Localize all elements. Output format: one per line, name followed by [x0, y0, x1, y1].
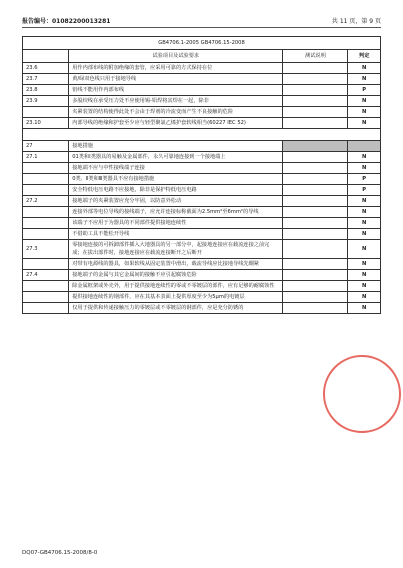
requirement-cell: 接地端子的金属与其它金属间的接触不应引起腐蚀危险 — [69, 270, 283, 281]
table-row — [23, 85, 381, 96]
table-row — [23, 174, 381, 185]
result-cell — [283, 281, 348, 292]
result-cell — [283, 163, 348, 174]
clause-number-cell: 23.9 — [23, 96, 69, 107]
table-title-row — [23, 37, 381, 50]
requirement-cell: 0类、Ⅱ类和Ⅲ类器具不应有接地措施 — [69, 174, 283, 185]
table-row — [23, 207, 381, 218]
requirement-cell: 内部导线的绝缘和护套至少应与轻型聚氯乙烯护套软线相当(60227 IEC 52) — [69, 118, 283, 129]
requirement-cell: 提供接地连续性的钢部件，应在其基本表面上提供厚度至少为5μm的电镀层 — [69, 292, 283, 303]
table-row — [23, 270, 381, 281]
verdict-cell: P — [348, 85, 381, 96]
column-header-row — [23, 50, 381, 63]
clause-number-cell — [23, 229, 69, 240]
table-row — [23, 96, 381, 107]
result-cell — [283, 141, 348, 152]
requirement-cell: 夹紧装置的结构使得此处不会由于焊剂的冷流变而产生不良接触的危险 — [69, 107, 283, 118]
spacer-cell — [23, 129, 381, 141]
clause-number-cell — [23, 218, 69, 229]
requirement-cell: 接地端不应与中性接线端子连接 — [69, 163, 283, 174]
requirement-cell: 多股绞线在承受压力处不应使用锡-铅焊将其焊在一起，除非 — [69, 96, 283, 107]
table-row — [23, 259, 381, 270]
verdict-cell: N — [348, 292, 381, 303]
clause-number-cell — [23, 303, 69, 314]
requirement-cell: 不借助工具不能松开导线 — [69, 229, 283, 240]
requirement-cell: 除金属框架或外壳外，用于提供接地连续性的零或不零镀层的部件，应有足够的耐腐蚀性 — [69, 281, 283, 292]
spacer-row — [23, 129, 381, 141]
page-header — [22, 16, 381, 25]
table-row — [23, 229, 381, 240]
verdict-cell: N — [348, 63, 381, 74]
verdict-cell: N — [348, 107, 381, 118]
clause-number-cell — [23, 292, 69, 303]
verdict-cell: P — [348, 185, 381, 196]
clause-number-cell — [23, 185, 69, 196]
result-cell — [283, 85, 348, 96]
table-row — [23, 240, 381, 259]
table-row — [23, 107, 381, 118]
verdict-cell: P — [348, 174, 381, 185]
result-cell — [283, 240, 348, 259]
clause-header — [23, 50, 69, 63]
requirement-cell: 对带有电源线的器具，如果软线从固定装置中滑出，载流导线应比接地导线先绷紧 — [69, 259, 283, 270]
result-cell — [283, 196, 348, 207]
verdict-cell: N — [348, 196, 381, 207]
requirement-header: 试验项目及试验要求 — [69, 50, 283, 63]
result-cell — [283, 259, 348, 270]
table-row — [23, 63, 381, 74]
result-cell — [283, 207, 348, 218]
inspection-seal-stamp — [323, 355, 401, 433]
verdict-cell: N — [348, 240, 381, 259]
verdict-cell: N — [348, 152, 381, 163]
report-number: 报告编号：01082200013281 — [22, 18, 111, 25]
verdict-cell: N — [348, 229, 381, 240]
clause-number-cell — [23, 207, 69, 218]
table-row — [23, 218, 381, 229]
verdict-cell: N — [348, 96, 381, 107]
result-header: 测试说明 — [283, 50, 348, 63]
result-cell — [283, 303, 348, 314]
table-row — [23, 163, 381, 174]
verdict-cell — [348, 141, 381, 152]
table-row — [23, 292, 381, 303]
clause-number-cell — [23, 281, 69, 292]
result-cell — [283, 185, 348, 196]
clause-number-cell — [23, 163, 69, 174]
verdict-cell: N — [348, 218, 381, 229]
clause-number-cell: 27.1 — [23, 152, 69, 163]
clause-number-cell: 27 — [23, 141, 69, 152]
table-row — [23, 196, 381, 207]
verdict-cell: N — [348, 270, 381, 281]
result-cell — [283, 152, 348, 163]
verdict-cell: N — [348, 74, 381, 85]
result-cell — [283, 63, 348, 74]
requirement-cell: 该端子不应用于为器具的不同部件提供接地连续性 — [69, 218, 283, 229]
clause-number-cell — [23, 259, 69, 270]
requirement-cell: 01类和Ⅰ类器具的易触及金属部件，永久可靠地连接到一个接地端上 — [69, 152, 283, 163]
verdict-cell: N — [348, 118, 381, 129]
table-row — [23, 185, 381, 196]
requirement-cell: 连接外部等电位导线的接线端子，应允许连接标称截面为2.5mm²至6mm²的导线 — [69, 207, 283, 218]
verdict-cell: N — [348, 259, 381, 270]
requirement-cell: 安全特低电压电路不应接地，除非是保护特低电压电路 — [69, 185, 283, 196]
clause-number-cell: 23.10 — [23, 118, 69, 129]
requirement-cell: 黄/绿双色线只用于接地导线 — [69, 74, 283, 85]
verdict-cell: N — [348, 163, 381, 174]
test-report-table — [22, 36, 381, 314]
result-cell — [283, 270, 348, 281]
verdict-cell: N — [348, 281, 381, 292]
verdict-cell: N — [348, 303, 381, 314]
result-cell — [283, 292, 348, 303]
clause-number-cell — [23, 107, 69, 118]
clause-number-cell — [23, 174, 69, 185]
clause-number-cell: 27.2 — [23, 196, 69, 207]
table-row — [23, 303, 381, 314]
result-cell — [283, 174, 348, 185]
document-code: DQ07-GB4706.15-2008/8-0 — [22, 550, 98, 556]
table-row — [23, 152, 381, 163]
result-cell — [283, 74, 348, 85]
clause-number-cell: 27.3 — [23, 240, 69, 259]
verdict-cell: N — [348, 207, 381, 218]
table-row — [23, 74, 381, 85]
table-title: GB4706.1-2005 GB4706.15-2008 — [23, 37, 381, 50]
clause-number-cell: 23.6 — [23, 63, 69, 74]
requirement-cell: 仅用于提供和传递接触压力的零镀层或不零镀层的钢部件，应是充分防锈的 — [69, 303, 283, 314]
clause-number-cell: 23.7 — [23, 74, 69, 85]
requirement-cell: 铝线不能用作内部布线 — [69, 85, 283, 96]
table-row — [23, 118, 381, 129]
result-cell — [283, 107, 348, 118]
requirement-cell: 用作内部布线的附加绝缘的套管，应采用可靠的方式保持在位 — [69, 63, 283, 74]
result-cell — [283, 218, 348, 229]
requirement-cell: 接地措施 — [69, 141, 283, 152]
page-info: 共 11 页，第 9 页 — [331, 18, 381, 25]
verdict-header: 判定 — [348, 50, 381, 63]
clause-number-cell: 23.8 — [23, 85, 69, 96]
requirement-cell: 接地端子的夹紧装置应充分牢固，以防意外松动 — [69, 196, 283, 207]
clause-number-cell: 27.4 — [23, 270, 69, 281]
result-cell — [283, 118, 348, 129]
header-divider — [22, 27, 381, 28]
result-cell — [283, 96, 348, 107]
requirement-cell: 零接地连接的可拆卸部件插入大地器具的另一部分中，起接地连接应在载流连接之前完成；在拔出部件时，接地连接应在载流连接断开之后断开 — [69, 240, 283, 259]
table-row — [23, 281, 381, 292]
result-cell — [283, 229, 348, 240]
table-row — [23, 141, 381, 152]
